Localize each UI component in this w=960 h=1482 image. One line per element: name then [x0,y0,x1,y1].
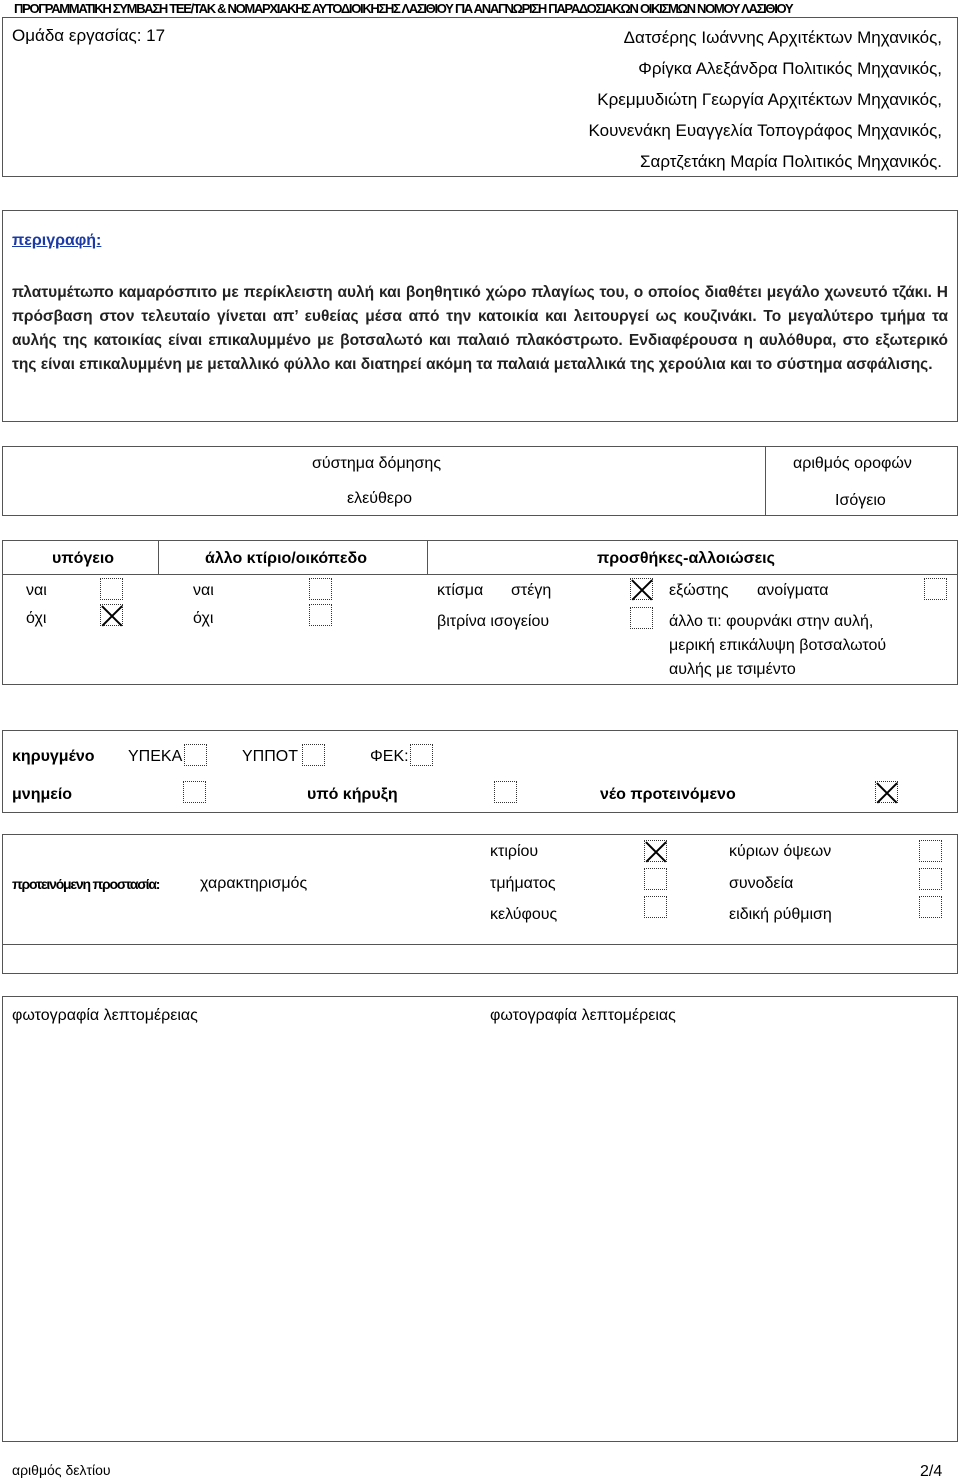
other-building-no-checkbox[interactable] [309,604,332,626]
team-member: Σαρτζετάκη Μαρία Πολιτικός Μηχανικός. [640,152,942,171]
features-col-divider [158,540,159,575]
protect-shell-label: κελύφους [490,906,558,923]
protect-building-checkbox[interactable] [644,840,667,862]
photo-left-caption: φωτογραφία λεπτομέρειας [12,1007,198,1024]
features-col-divider [427,540,428,575]
characterization-label: χαρακτηρισμός [200,875,308,892]
alteration-roof-checkbox[interactable] [630,578,653,600]
ypeka-label: ΥΠΕΚΑ [128,748,183,765]
newly-proposed-checkbox[interactable] [875,781,898,803]
protect-building-label: κτιρίου [490,843,539,860]
alteration-openings-label: ανοίγματα [757,582,829,599]
photo-right-caption: φωτογραφία λεπτομέρειας [490,1007,676,1024]
alteration-balcony-label: εξώστης [669,582,729,599]
protect-special-checkbox[interactable] [919,896,942,918]
protect-main-facades-checkbox[interactable] [919,840,942,862]
protection-divider [2,944,958,945]
other-building-no-label: όχι [193,610,214,627]
protection-label: προτεινόμενη προστασία: [12,876,160,892]
alteration-other-text: άλλο τι: φουρνάκι στην αυλή, [669,613,874,630]
document-header: ΠΡΟΓΡΑΜΜΑΤΙΚΗ ΣΥΜΒΑΣΗ ΤΕΕ/ΤΑΚ & ΝΟΜΑΡΧΙΑΚΗΣ ΑΥΤΟΔΙΟΙΚΗΣΗΣ ΛΑΣΙΘΙΟΥ ΓΙΑ ΑΝΑΓΝΩΡΙΣΗ ΠΑΡΑΔΟΣΙΑΚΩΝ ΟΙΚΙΣΜΩΝ ΝΟΜΟΥ ΛΑΣΙΘΙΟΥ [14,1,793,16]
structure-system-value: ελεύθερο [347,490,413,507]
alteration-other-text: αυλής με τσιμέντο [669,661,796,678]
protect-special-label: ειδική ρύθμιση [729,906,832,923]
structure-divider [765,446,766,516]
under-listing-checkbox[interactable] [494,781,517,803]
alteration-roof-label: στέγη [511,582,552,599]
basement-no-checkbox[interactable] [100,604,123,626]
status-box [2,730,958,813]
team-member: Δατσέρης Ιωάννης Αρχιτέκτων Μηχανικός, [623,28,942,47]
team-label: Ομάδα εργασίας: 17 [12,26,166,45]
fek-label: ΦΕΚ: [370,748,409,765]
team-member: Φρίγκα Αλεξάνδρα Πολιτικός Μηχανικός, [638,59,942,78]
basement-yes-label: ναι [26,582,47,599]
ypeka-checkbox[interactable] [184,744,207,766]
protect-group-checkbox[interactable] [919,868,942,890]
protect-part-label: τμήματος [490,875,556,892]
photos-box [2,996,958,1442]
alteration-building-label: κτίσμα [437,582,484,599]
protect-part-checkbox[interactable] [644,868,667,890]
structure-system-label: σύστημα δόμησης [312,455,442,472]
listed-label: κηρυγμένο [12,748,95,765]
description-heading: περιγραφή: [12,232,102,249]
alteration-shopfront-label: βιτρίνα ισογείου [437,613,550,630]
floors-value: Ισόγειο [835,492,886,509]
basement-no-label: όχι [26,610,47,627]
yppot-checkbox[interactable] [302,744,325,766]
team-member: Κρεμμυδιώτη Γεωργία Αρχιτέκτων Μηχανικός, [597,90,942,109]
page-number: 2/4 [920,1463,943,1480]
protect-main-facades-label: κύριων όψεων [729,843,832,860]
basement-label: υπόγειο [52,550,115,567]
fek-checkbox[interactable] [410,744,433,766]
monument-label: μνημείο [12,786,73,803]
other-building-label: άλλο κτίριο/οικόπεδο [205,550,367,567]
alterations-label: προσθήκες-αλλοιώσεις [597,550,775,567]
protect-group-label: συνοδεία [729,875,794,892]
basement-yes-checkbox[interactable] [100,578,123,600]
alteration-other-text: μερική επικάλυψη βοτσαλωτού [669,637,887,654]
team-member: Κουνενάκη Ευαγγελία Τοπογράφος Μηχανικός, [588,121,942,140]
floors-label: αριθμός οροφών [793,455,912,472]
monument-checkbox[interactable] [183,781,206,803]
features-header-divider [2,574,958,575]
newly-proposed-label: νέο προτεινόμενο [600,786,736,803]
other-building-yes-label: ναι [193,582,214,599]
alteration-openings-checkbox[interactable] [924,578,947,600]
sheet-number-label: αριθμός δελτίου [12,1462,111,1478]
description-text: πλατυμέτωπο καμαρόσπιτο με περίκλειστη αυλή και βοηθητικό χώρο πλαγίως του, ο οποίος διαθέτει μεγάλο χωνευτό τζάκι. Η πρόσβαση στον τελευταίο γίνεται απ’ ευθείας μέσα από την κατοικία και λειτουργεί ως κουζινάκι. Το μεγαλύτερο τμήμα τα αυλής της κατοικίας είναι επικαλυμμένο με βοτσαλωτό και παλαιό πλακόστρωτο. Ενδιαφέρουσα η αυλόθυρα, στο εξωτερικό της είναι επικαλυμμένη με μεταλλικό φύλλο και διατηρεί ακόμη τα παλαιά μεταλλικά της χερούλια και το σύστημα ασφάλισης. [12,284,948,373]
under-listing-label: υπό κήρυξη [307,786,398,803]
alteration-shopfront-checkbox[interactable] [630,607,653,629]
other-building-yes-checkbox[interactable] [309,578,332,600]
protect-shell-checkbox[interactable] [644,896,667,918]
yppot-label: ΥΠΠΟΤ [242,748,298,765]
